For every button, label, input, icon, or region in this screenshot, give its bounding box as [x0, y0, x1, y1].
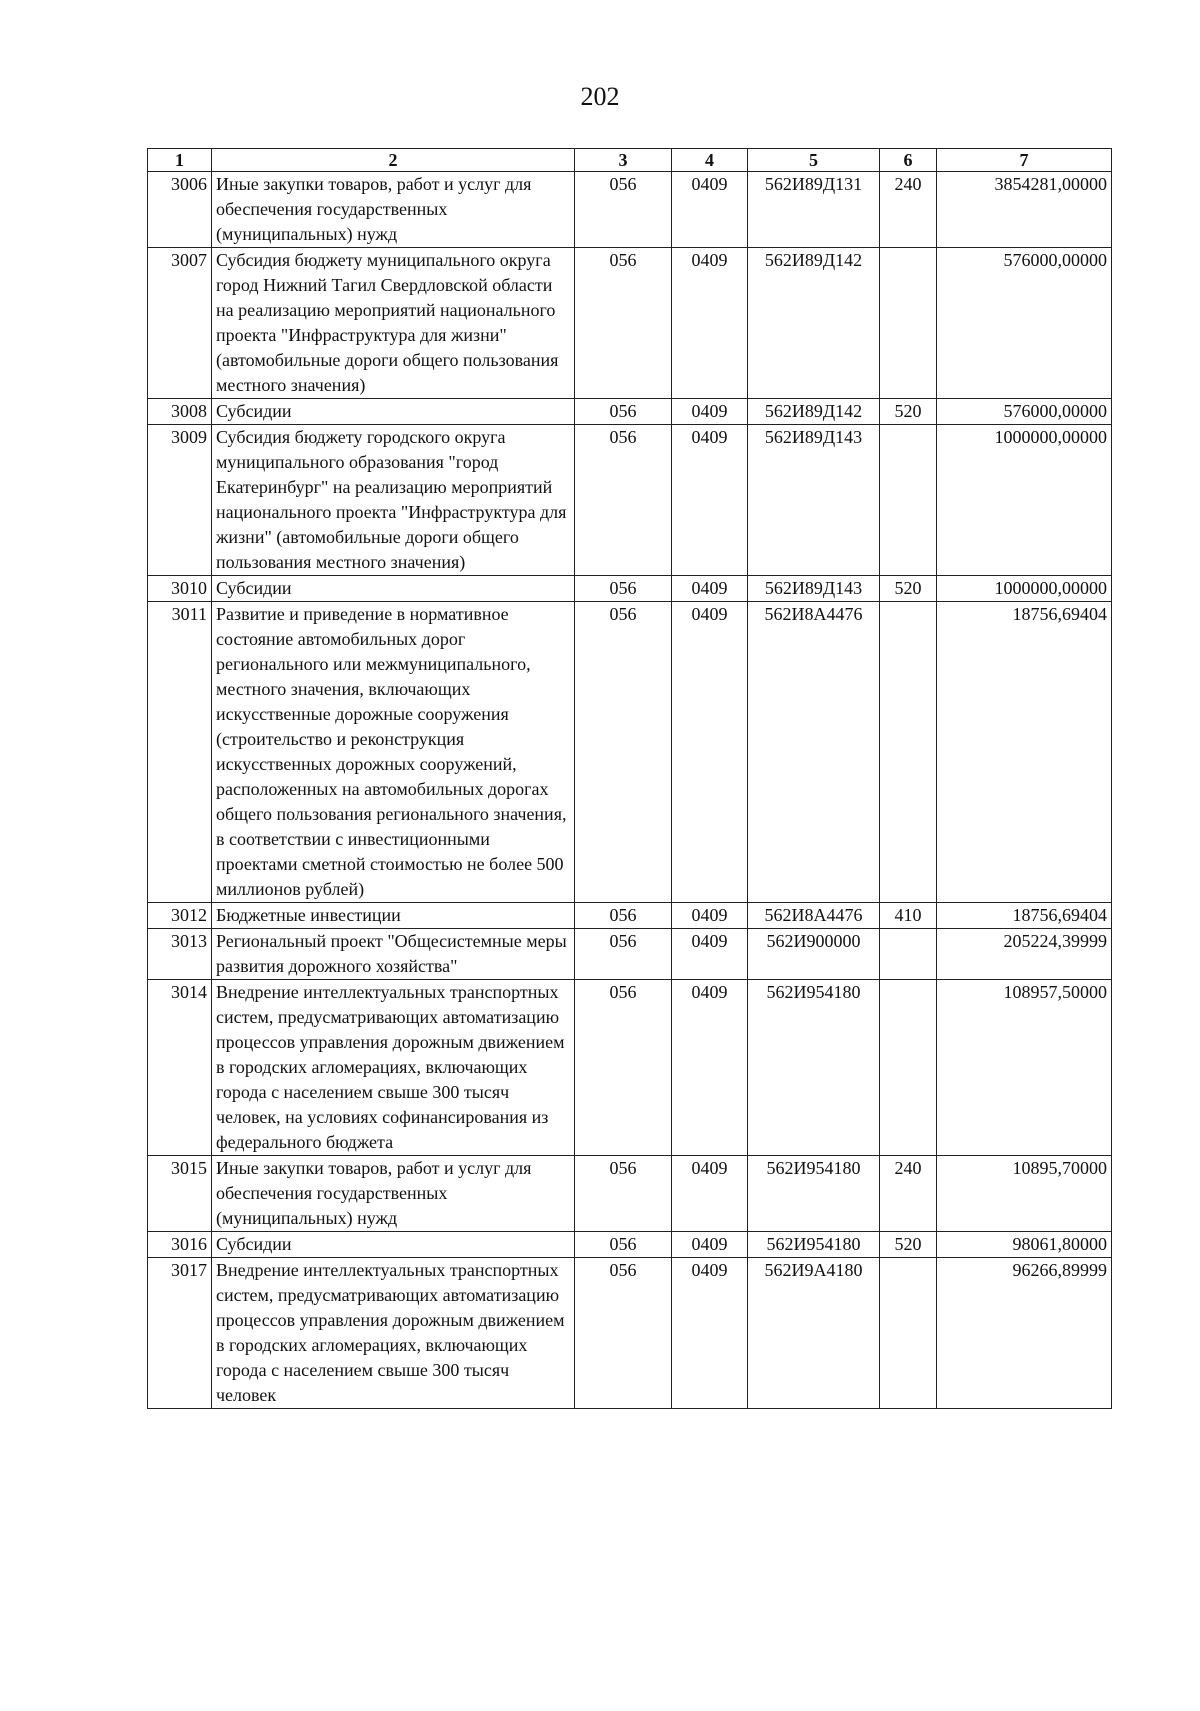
row-col6 — [880, 602, 937, 903]
row-amount: 98061,80000 — [937, 1232, 1112, 1258]
row-description: Внедрение интеллектуальных транспортных систем, предусматривающих автоматизацию процессов управления дорожным движением в городских агломерациях, включающих города с населением свыше 300 тысяч человек, на условиях софинансирования из федерального бюджета — [212, 980, 575, 1156]
row-col4: 0409 — [672, 929, 748, 980]
row-col3: 056 — [575, 602, 672, 903]
column-header: 6 — [880, 149, 937, 172]
row-description: Развитие и приведение в нормативное состояние автомобильных дорог регионального или межмуниципального, местного значения, включающих искусственные дорожные сооружения (строительство и реконструкция искусственных дорожных сооружений, расположенных на автомобильных дорогах общего пользования регионального значения, в соответствии с инвестиционными проектами сметной стоимостью не более 500 миллионов рублей) — [212, 602, 575, 903]
row-col6: 520 — [880, 399, 937, 425]
column-header: 5 — [748, 149, 880, 172]
row-col6: 410 — [880, 903, 937, 929]
row-amount: 18756,69404 — [937, 602, 1112, 903]
row-col3: 056 — [575, 248, 672, 399]
row-col4: 0409 — [672, 1258, 748, 1409]
row-amount: 18756,69404 — [937, 903, 1112, 929]
page-number: 202 — [580, 82, 620, 111]
row-col6: 240 — [880, 1156, 937, 1232]
row-col6 — [880, 1258, 937, 1409]
row-col3: 056 — [575, 576, 672, 602]
row-col5: 562И9А4180 — [748, 1258, 880, 1409]
row-col3: 056 — [575, 399, 672, 425]
row-description: Субсидии — [212, 576, 575, 602]
column-header: 7 — [937, 149, 1112, 172]
column-header: 2 — [212, 149, 575, 172]
row-description: Субсидии — [212, 1232, 575, 1258]
row-col5: 562И89Д143 — [748, 425, 880, 576]
row-amount: 10895,70000 — [937, 1156, 1112, 1232]
row-col6: 520 — [880, 576, 937, 602]
table-row — [148, 1232, 1112, 1258]
header-row — [148, 149, 1112, 172]
row-col5: 562И954180 — [748, 980, 880, 1156]
row-col3: 056 — [575, 929, 672, 980]
row-description: Иные закупки товаров, работ и услуг для обеспечения государственных (муниципальных) нужд — [212, 1156, 575, 1232]
row-number: 3009 — [148, 425, 212, 576]
row-col5: 562И89Д142 — [748, 248, 880, 399]
row-col3: 056 — [575, 1258, 672, 1409]
row-col3: 056 — [575, 1232, 672, 1258]
row-col4: 0409 — [672, 903, 748, 929]
row-number: 3006 — [148, 172, 212, 248]
row-number: 3010 — [148, 576, 212, 602]
table-row — [148, 576, 1112, 602]
table-row — [148, 602, 1112, 903]
row-amount: 108957,50000 — [937, 980, 1112, 1156]
row-col4: 0409 — [672, 1156, 748, 1232]
row-col5: 562И954180 — [748, 1232, 880, 1258]
row-col3: 056 — [575, 172, 672, 248]
column-header: 3 — [575, 149, 672, 172]
row-col4: 0409 — [672, 1232, 748, 1258]
row-col3: 056 — [575, 1156, 672, 1232]
row-number: 3016 — [148, 1232, 212, 1258]
row-col5: 562И8А4476 — [748, 903, 880, 929]
table-row — [148, 425, 1112, 576]
table-row — [148, 399, 1112, 425]
column-header: 4 — [672, 149, 748, 172]
row-col3: 056 — [575, 903, 672, 929]
row-description: Субсидия бюджету муниципального округа город Нижний Тагил Свердловской области на реализацию мероприятий национального проекта "Инфраструктура для жизни" (автомобильные дороги общего пользования местного значения) — [212, 248, 575, 399]
row-col6 — [880, 425, 937, 576]
row-amount: 1000000,00000 — [937, 425, 1112, 576]
row-description: Бюджетные инвестиции — [212, 903, 575, 929]
row-number: 3013 — [148, 929, 212, 980]
row-amount: 576000,00000 — [937, 248, 1112, 399]
row-number: 3015 — [148, 1156, 212, 1232]
row-col6 — [880, 980, 937, 1156]
row-col6: 520 — [880, 1232, 937, 1258]
row-number: 3014 — [148, 980, 212, 1156]
row-col5: 562И900000 — [748, 929, 880, 980]
row-amount: 205224,39999 — [937, 929, 1112, 980]
row-col3: 056 — [575, 980, 672, 1156]
row-amount: 3854281,00000 — [937, 172, 1112, 248]
row-col3: 056 — [575, 425, 672, 576]
row-col4: 0409 — [672, 980, 748, 1156]
row-col5: 562И89Д131 — [748, 172, 880, 248]
row-col6 — [880, 929, 937, 980]
row-col5: 562И89Д142 — [748, 399, 880, 425]
row-col4: 0409 — [672, 172, 748, 248]
row-number: 3008 — [148, 399, 212, 425]
row-col4: 0409 — [672, 602, 748, 903]
row-number: 3012 — [148, 903, 212, 929]
row-col6: 240 — [880, 172, 937, 248]
table-row — [148, 903, 1112, 929]
table-row — [148, 1258, 1112, 1409]
table-row — [148, 172, 1112, 248]
row-description: Субсидии — [212, 399, 575, 425]
row-amount: 96266,89999 — [937, 1258, 1112, 1409]
row-description: Субсидия бюджету городского округа муниципального образования "город Екатеринбург" на реализацию мероприятий национального проекта "Инфраструктура для жизни" (автомобильные дороги общего пользования местного значения) — [212, 425, 575, 576]
row-number: 3017 — [148, 1258, 212, 1409]
row-col4: 0409 — [672, 248, 748, 399]
row-col5: 562И8А4476 — [748, 602, 880, 903]
table-row — [148, 1156, 1112, 1232]
table-row — [148, 929, 1112, 980]
row-number: 3007 — [148, 248, 212, 399]
row-amount: 576000,00000 — [937, 399, 1112, 425]
table-row — [148, 248, 1112, 399]
row-col4: 0409 — [672, 399, 748, 425]
row-description: Иные закупки товаров, работ и услуг для обеспечения государственных (муниципальных) нужд — [212, 172, 575, 248]
row-col6 — [880, 248, 937, 399]
row-col5: 562И954180 — [748, 1156, 880, 1232]
table-row — [148, 980, 1112, 1156]
row-col4: 0409 — [672, 425, 748, 576]
row-col5: 562И89Д143 — [748, 576, 880, 602]
budget-table — [147, 148, 1112, 1409]
row-col4: 0409 — [672, 576, 748, 602]
row-description: Внедрение интеллектуальных транспортных систем, предусматривающих автоматизацию процессов управления дорожным движением в городских агломерациях, включающих города с населением свыше 300 тысяч человек — [212, 1258, 575, 1409]
row-description: Региональный проект "Общесистемные меры развития дорожного хозяйства" — [212, 929, 575, 980]
column-header: 1 — [148, 149, 212, 172]
row-number: 3011 — [148, 602, 212, 903]
row-amount: 1000000,00000 — [937, 576, 1112, 602]
